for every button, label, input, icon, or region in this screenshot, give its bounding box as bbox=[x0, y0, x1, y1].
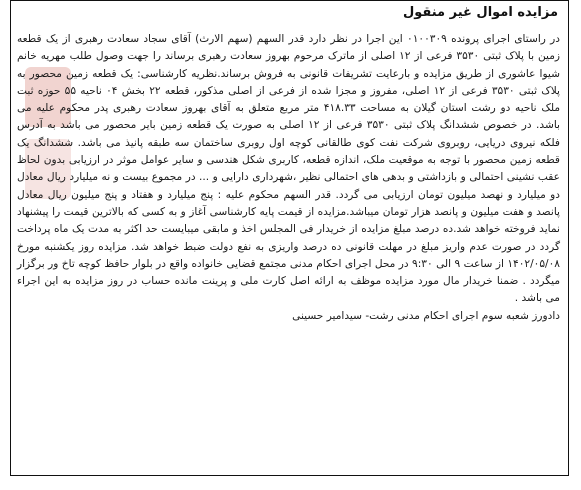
notice-title: مزایده اموال غیر منقول bbox=[402, 5, 558, 20]
notice-frame bbox=[10, 0, 569, 476]
notice-signature: دادورز شعبه سوم اجرای احکام مدنی رشت- سیدامیر حسینی bbox=[292, 309, 560, 322]
notice-body: در راستای اجرای پرونده ۰۱۰۰۳۰۹ این اجرا در نظر دارد قدر السهم (سهم الارث) آقای سجاد سعادت رهبری از یک قطعه زمین با پلاک ثبتی ۳۵۳۰ فرعی از ۱۲ اصلی از ماترک مرحوم بهروز سعادت رهبری برساند را جهت وصول طلب مهریه خانم شیوا عاشوری از طریق مزایده و بارعایت تشریفات قانونی به فروش برساند.نظریه کارشناسی: یک قطعه زمین محصور به پلاک ثبتی ۳۵۳۰ فرعی از ۱۲ اصلی، مفروز و مجزا شده از فرعی از اصلی مذکور، قطعه ۲۲ بخش ۰۴ ناحیه ۵۵ حوزه ثبت ملک ناحیه دو رشت استان گیلان به مساحت ۴۱۸.۳۳ متر مربع متعلق به آقای بهروز سعادت رهبری پدر محکوم علیه می باشد. در خصوص ششدانگ پلاک ثبتی ۳۵۳۰ فرعی از ۱۲ اصلی به صورت یک قطعه زمین بایر محصور می باشد به آدرس فلکه نیروی دریایی، روبروی شرکت نفت کوی طالقانی کوچه اول روبری ساختمان سه طبقه پانیذ می باشد. ششدانگ یک قطعه زمین محصور با توجه به موقعیت ملک، اندازه قطعه، کاربری شکل هندسی و سایر عوامل موثر در ارزیابی بدون لحاظ عقب نشینی احتمالی و بازداشتی و بدهی های احتمالی نظیر ،شهرداری دارایی و ... در مجموع بیست و نه میلیارد ریال معادل دو میلیارد و نهصد میلیون تومان ارزیابی می گردد. قدر السهم محکوم علیه : پنج میلیارد و هفتاد و پنج میلیون ریال معادل پانصد و هفت میلیون و پانصد هزار تومان میباشد.مزایده از قیمت پایه کارشناسی آغاز و به کسی که بالاترین قیمت را پیشنهاد نماید فروخته خواهد شد.ده درصد مبلغ مزایده از خریدار فی المجلس اخذ و مابقی میبایست حد اکثر به مدت یک ماه پرداخت گردد در صورت عدم واریز مبلغ در مهلت قانونی ده درصد واریزی به نفع دولت ضبط خواهد شد. مزایده روز یکشنبه مورخ ۱۴۰۲/۰۵/۰۸ از ساعت ۹ الی ۹:۳۰ در محل اجرای احکام مدنی مجتمع قضایی خانواده واقع در بلوار حافظ کوچه تاخ ور برگزار میگردد . ضمنا خریدار مال مورد مزایده موظف به ارائه اصل کارت ملی و پرینت مانده حساب در روز مزایده به این اجراء می باشد . bbox=[17, 33, 561, 305]
notice-content bbox=[17, 31, 560, 325]
